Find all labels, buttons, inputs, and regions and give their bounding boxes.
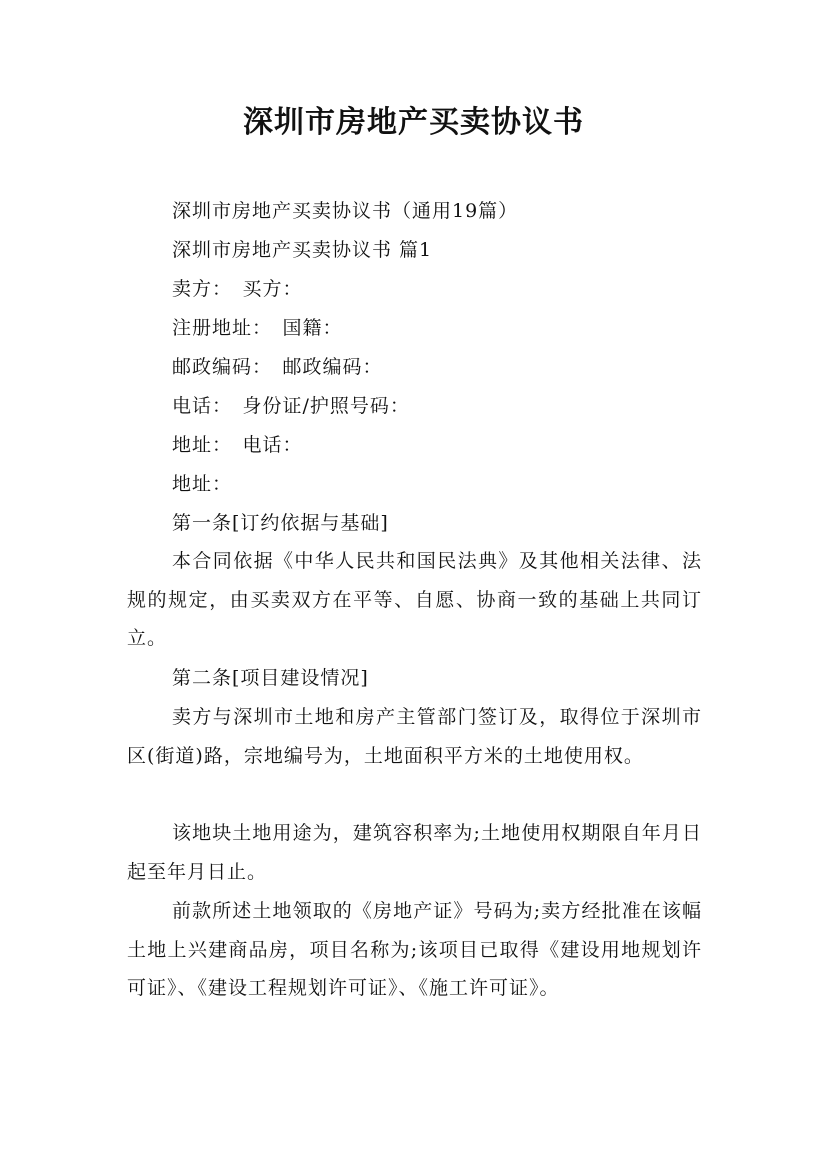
article-2-paragraph-2: 该地块土地用途为，建筑容积率为;土地使用权期限自年月日起至年月日止。	[127, 822, 702, 883]
document-subtitle: 深圳市房地产买卖协议书（通用19篇）	[172, 200, 519, 222]
party-line-address-nationality: 注册地址： 国籍：	[172, 317, 343, 339]
article-2-paragraph-3: 前款所述土地领取的《房地产证》号码为;卖方经批准在该幅土地上兴建商品房，项目名称为;该项目已取得《建设用地规划许可证》、《建设工程规划许可证》、《施工许可证》。	[127, 900, 702, 999]
party-line-postcode: 邮政编码： 邮政编码：	[172, 356, 383, 378]
party-line-address: 地址：	[172, 473, 233, 495]
article-2-paragraph-1: 卖方与深圳市土地和房产主管部门签订及，取得位于深圳市区(街道)路，宗地编号为，土地面积平方米的土地使用权。	[127, 706, 702, 767]
section-heading: 深圳市房地产买卖协议书 篇1	[172, 239, 433, 261]
party-line-seller-buyer: 卖方： 买方：	[172, 278, 303, 300]
party-line-phone-id: 电话： 身份证/护照号码：	[172, 395, 410, 417]
article-1-paragraph: 本合同依据《中华人民共和国民法典》及其他相关法律、法规的规定，由买卖双方在平等、自愿、协商一致的基础上共同订立。	[127, 550, 702, 649]
article-heading-2: 第二条[项目建设情况]	[172, 667, 369, 689]
party-line-address-phone: 地址： 电话：	[172, 434, 303, 456]
document-title: 深圳市房地产买卖协议书	[243, 105, 584, 140]
article-heading-1: 第一条[订约依据与基础]	[172, 512, 389, 534]
